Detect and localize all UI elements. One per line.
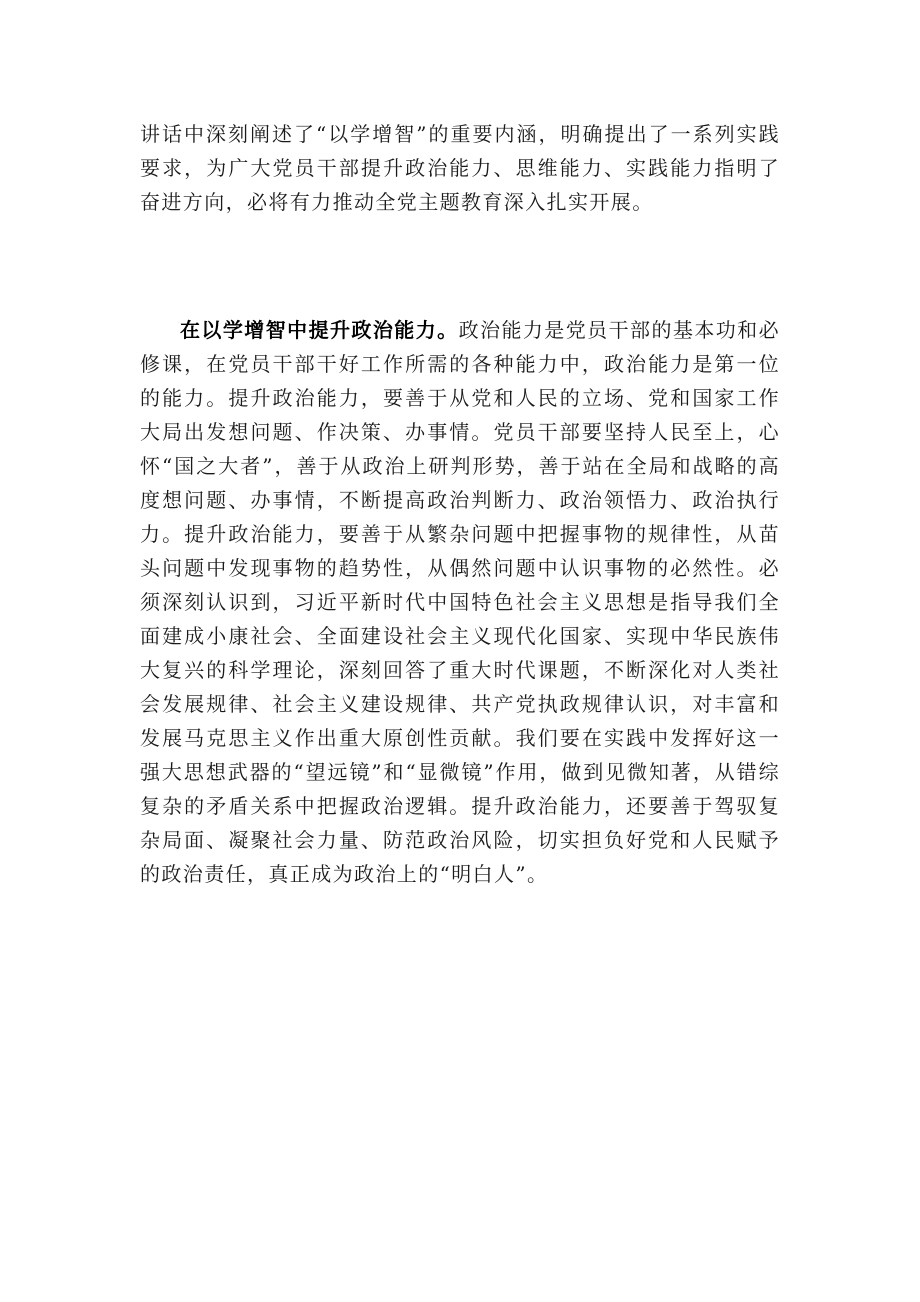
paragraph-intro: 讲话中深刻阐述了“以学增智”的重要内涵，明确提出了一系列实践要求，为广大党员干部提升政治能力、思维能力、实践能力指明了奋进方向，必将有力推动全党主题教育深入扎实开展。 — [140, 122, 780, 214]
paragraph-political-ability — [140, 313, 780, 891]
paragraph-body: 政治能力是党员干部的基本功和必修课，在党员干部干好工作所需的各种能力中，政治能力是第一位的能力。提升政治能力，要善于从党和人民的立场、党和国家工作大局出发想问题、作决策、办事情。党员干部要坚持人民至上，心怀“国之大者”，善于从政治上研判形势，善于站在全局和战略的高度想问题、办事情，不断提高政治判断力、政治领悟力、政治执行力。提升政治能力，要善于从繁杂问题中把握事物的规律性，从苗头问题中发现事物的趋势性，从偶然问题中认识事物的必然性。必须深刻认识到，习近平新时代中国特色社会主义思想是指导我们全面建成小康社会、全面建设社会主义现代化国家、实现中华民族伟大复兴的科学理论，深刻回答了重大时代课题，不断深化对人类社会发展规律、社会主义建设规律、共产党执政规律认识，对丰富和发展马克思主义作出重大原创性贡献。我们要在实践中发挥好这一强大思想武器的“望远镜”和“显微镜”作用，做到见微知著，从错综复杂的矛盾关系中把握政治逻辑。提升政治能力，还要善于驾驭复杂局面、凝聚社会力量、防范政治风险，切实担负好党和人民赋予的政治责任，真正成为政治上的“明白人”。 — [140, 318, 781, 886]
paragraph-heading: 在以学增智中提升政治能力。 — [180, 318, 459, 342]
